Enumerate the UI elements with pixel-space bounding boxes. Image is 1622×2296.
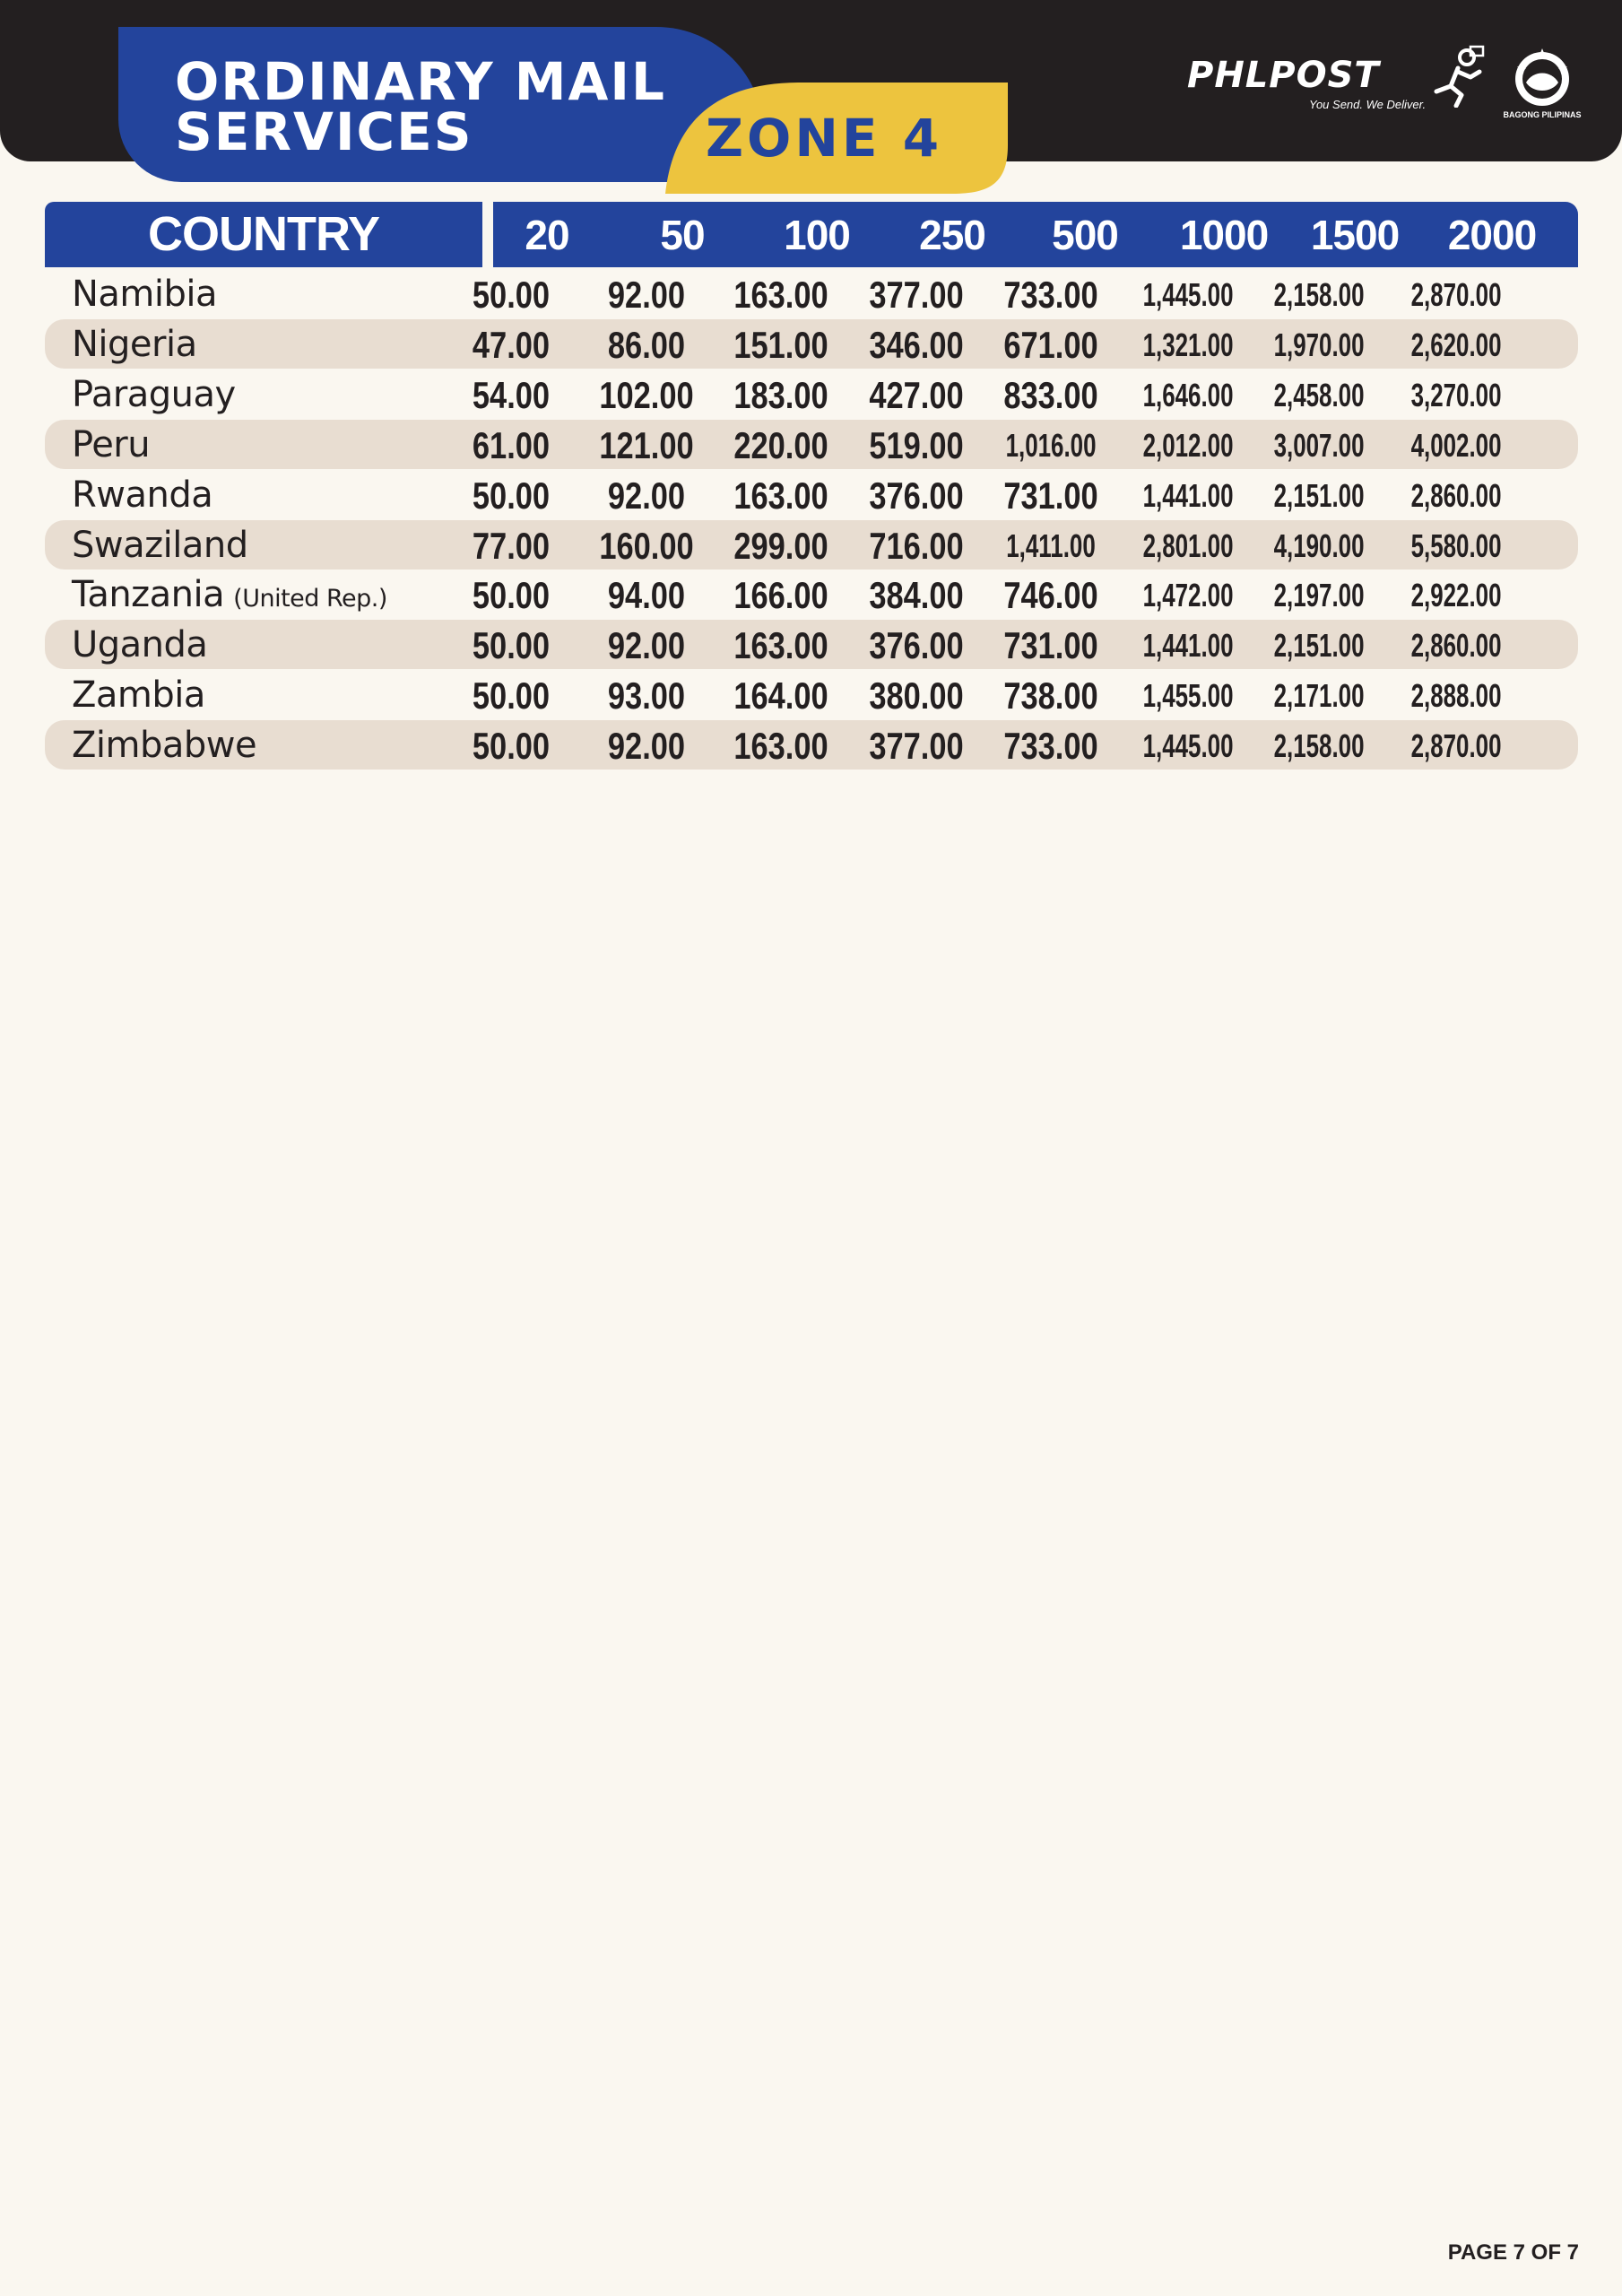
rate-cell: 50.00 (472, 725, 551, 768)
rate-cell: 738.00 (1003, 674, 1098, 718)
rate-cell: 746.00 (1003, 574, 1098, 617)
weight-column-headers (493, 202, 1578, 267)
rate-cell: 377.00 (869, 725, 964, 768)
rate-cell: 2,158.00 (1273, 276, 1365, 313)
rate-cell: 1,455.00 (1142, 677, 1234, 715)
rate-cell: 92.00 (607, 725, 686, 768)
rate-cell: 93.00 (607, 674, 686, 718)
table-row (45, 620, 1578, 669)
rate-cell: 86.00 (607, 323, 686, 366)
bagong-pilipinas-seal-icon (1506, 43, 1578, 115)
rate-cell: 2,922.00 (1410, 577, 1502, 614)
weight-header: 20 (525, 212, 569, 258)
rate-cell: 733.00 (1003, 274, 1098, 316)
title-line-2: SERVICES (175, 101, 473, 162)
rate-cell: 427.00 (869, 373, 964, 416)
rate-cell: 163.00 (733, 725, 828, 768)
rate-cell: 1,445.00 (1142, 727, 1234, 765)
rate-cell: 1,472.00 (1142, 577, 1234, 614)
rate-cell: 384.00 (869, 574, 964, 617)
rate-cell: 220.00 (733, 423, 828, 466)
rate-cell: 183.00 (733, 373, 828, 416)
rate-cell: 1,321.00 (1142, 326, 1234, 363)
mail-runner-icon (1431, 45, 1485, 108)
rate-cell: 54.00 (472, 373, 551, 416)
rate-cell: 731.00 (1003, 474, 1098, 517)
rate-cell: 151.00 (733, 323, 828, 366)
table-row (45, 570, 1578, 619)
rate-cell: 1,970.00 (1273, 326, 1365, 363)
rate-cell: 166.00 (733, 574, 828, 617)
rate-cell: 92.00 (607, 474, 686, 517)
rate-cell: 61.00 (472, 423, 551, 466)
rate-cell: 299.00 (733, 524, 828, 567)
table-row (45, 319, 1578, 369)
rate-cell: 2,171.00 (1273, 677, 1365, 715)
rate-cell: 50.00 (472, 274, 551, 316)
rate-cell: 163.00 (733, 474, 828, 517)
country-name: Uganda (72, 624, 208, 666)
page-number: PAGE 7 OF 7 (1447, 2240, 1579, 2265)
rate-cell: 2,620.00 (1410, 326, 1502, 363)
rate-cell: 346.00 (869, 323, 964, 366)
country-name: Zimbabwe (72, 725, 257, 767)
phlpost-logo (1184, 45, 1582, 126)
logo-wordmark: PHLPOST (1187, 55, 1380, 96)
seal-caption: BAGONG PILIPINAS (1503, 110, 1582, 119)
country-name-text: Tanzania (72, 574, 225, 616)
table-row (45, 470, 1578, 519)
rate-cell: 1,411.00 (1006, 526, 1096, 564)
table-row (45, 670, 1578, 719)
rate-cell: 376.00 (869, 624, 964, 667)
rate-cell: 2,151.00 (1273, 476, 1365, 514)
rate-cell: 2,012.00 (1142, 426, 1234, 464)
rate-cell: 47.00 (472, 323, 551, 366)
rate-cell: 2,197.00 (1273, 577, 1365, 614)
rate-cell: 2,151.00 (1273, 627, 1365, 665)
country-column-header (45, 202, 482, 267)
rate-cell: 2,888.00 (1410, 677, 1502, 715)
weight-header: 500 (1052, 212, 1118, 258)
weight-header: 250 (919, 212, 985, 258)
rate-cell: 4,190.00 (1273, 526, 1365, 564)
logo-tagline: You Send. We Deliver. (1309, 98, 1427, 111)
rate-cell: 519.00 (869, 423, 964, 466)
country-name (72, 574, 387, 616)
table-row (45, 269, 1578, 318)
table-row (45, 720, 1578, 770)
rate-cell: 671.00 (1003, 323, 1098, 366)
table-row (45, 420, 1578, 469)
rate-cell: 163.00 (733, 624, 828, 667)
rate-cell: 50.00 (472, 574, 551, 617)
country-name: Peru (72, 423, 151, 465)
country-name: Swaziland (72, 524, 248, 566)
country-name: Paraguay (72, 373, 236, 415)
rate-cell: 94.00 (607, 574, 686, 617)
rate-cell: 3,270.00 (1410, 376, 1502, 413)
title-line-1: ORDINARY MAIL (175, 51, 666, 112)
rate-cell: 160.00 (599, 524, 694, 567)
rate-cell: 3,007.00 (1273, 426, 1365, 464)
rate-cell: 2,860.00 (1410, 627, 1502, 665)
rate-cell: 102.00 (599, 373, 694, 416)
rate-cell: 50.00 (472, 674, 551, 718)
rate-cell: 50.00 (472, 474, 551, 517)
rate-cell: 380.00 (869, 674, 964, 718)
weight-header: 1500 (1310, 212, 1400, 258)
weight-header: 2000 (1447, 212, 1537, 258)
country-name: Nigeria (72, 323, 197, 365)
rate-cell: 1,441.00 (1142, 627, 1234, 665)
country-name: Namibia (72, 274, 218, 315)
zone-label: ZONE 4 (706, 108, 943, 169)
country-header-label: COUNTRY (148, 207, 379, 261)
rate-cell: 377.00 (869, 274, 964, 316)
rate-cell: 716.00 (869, 524, 964, 567)
rate-cell: 1,445.00 (1142, 276, 1234, 313)
table-row (45, 520, 1578, 570)
rate-cell: 2,158.00 (1273, 727, 1365, 765)
country-note: (United Rep.) (233, 585, 387, 613)
rate-cell: 2,801.00 (1142, 526, 1234, 564)
rate-cell: 2,870.00 (1410, 727, 1502, 765)
rate-cell: 1,441.00 (1142, 476, 1234, 514)
rate-cell: 50.00 (472, 624, 551, 667)
country-name: Rwanda (72, 474, 213, 516)
rate-cell: 4,002.00 (1410, 426, 1502, 464)
rate-cell: 164.00 (733, 674, 828, 718)
rate-cell: 2,860.00 (1410, 476, 1502, 514)
rate-cell: 121.00 (599, 423, 694, 466)
rate-cell: 5,580.00 (1410, 526, 1502, 564)
rate-cell: 733.00 (1003, 725, 1098, 768)
weight-header: 50 (660, 212, 705, 258)
rate-cell: 77.00 (472, 524, 551, 567)
rate-cell: 1,016.00 (1005, 426, 1097, 464)
rate-cell: 833.00 (1003, 373, 1098, 416)
rate-cell: 731.00 (1003, 624, 1098, 667)
weight-header: 1000 (1179, 212, 1269, 258)
rate-cell: 1,646.00 (1142, 376, 1234, 413)
rate-cell: 163.00 (733, 274, 828, 316)
rate-cell: 92.00 (607, 624, 686, 667)
rate-cell: 92.00 (607, 274, 686, 316)
table-row (45, 370, 1578, 419)
rate-cell: 376.00 (869, 474, 964, 517)
rate-cell: 2,870.00 (1410, 276, 1502, 313)
weight-header: 100 (784, 212, 850, 258)
rate-cell: 2,458.00 (1273, 376, 1365, 413)
country-name: Zambia (72, 674, 205, 717)
